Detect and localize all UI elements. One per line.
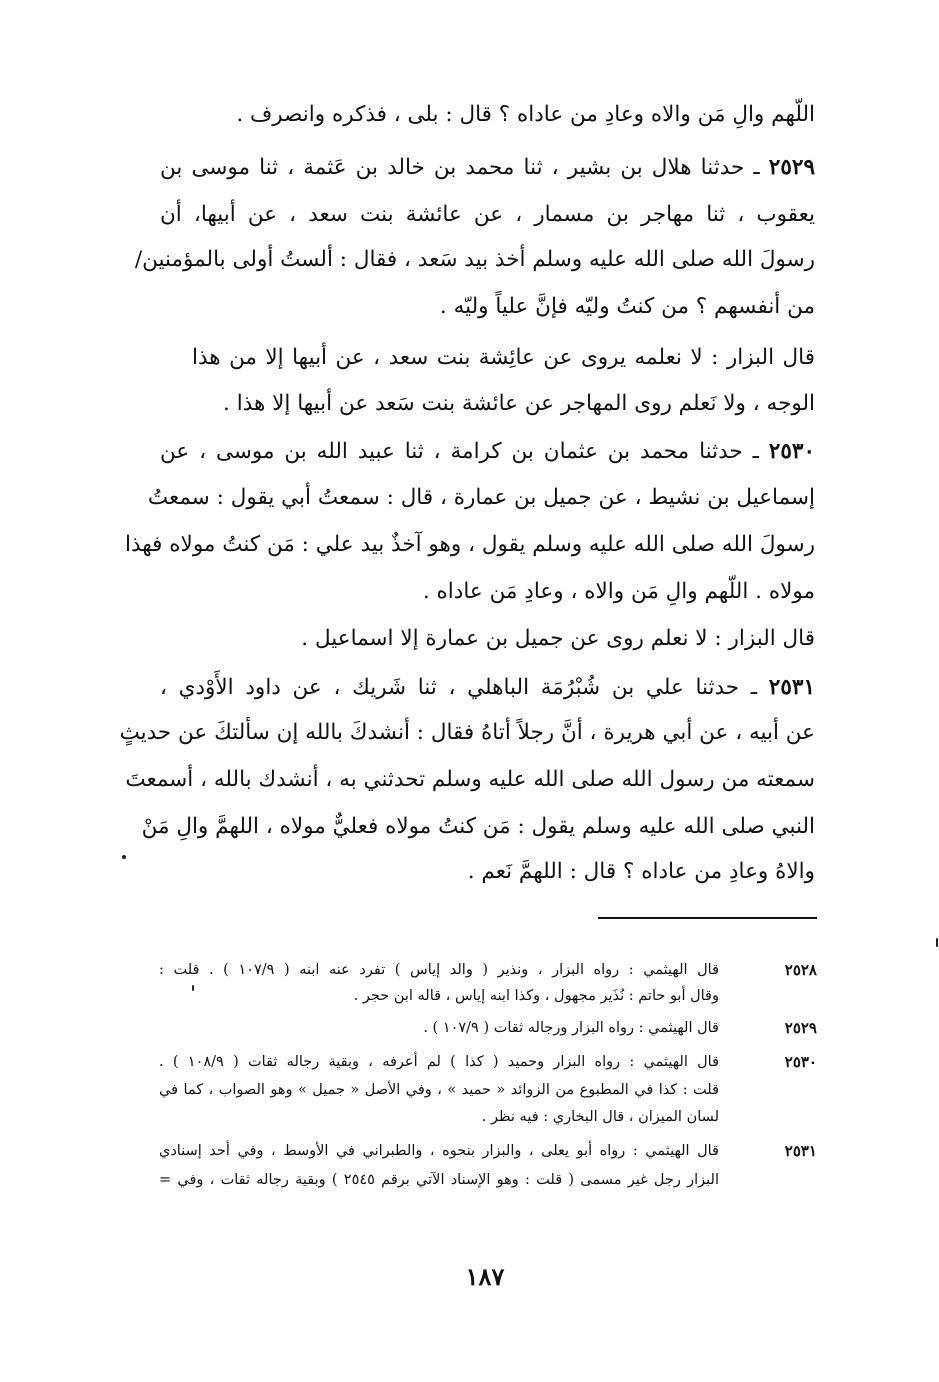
line-text: قال البزار : لا نعلمه يروى عن عائِشة بنت سعد ، عن أبيها إلا من هذا — [192, 345, 815, 370]
footnote-line: وقال أبو حاتم : نُذَير مجهول ، وكذا ابنه إياس ، قاله ابن حجر . — [353, 988, 719, 1004]
print-speck — [122, 855, 126, 859]
print-speck — [192, 985, 194, 991]
line-text: رسولَ الله صلى الله عليه وسلم يقول ، وهو آخذٌ بيد علي : مَن كنتُ مولاه فهذا — [125, 532, 815, 557]
footnote-line: قال الهيثمي : رواه البزار وحميد ( كذا ) لم أعرفه ، وبقية رجاله ثقات ( ١٠٨/٩ ) . — [159, 1054, 720, 1070]
text-line — [119, 718, 815, 748]
line-text: اللّهم والِ مَن والاه وعادِ من عاداه ؟ قال : بلى ، فذكره وانصرف . — [236, 102, 815, 127]
text-line — [160, 292, 815, 322]
text-line — [160, 577, 815, 607]
line-text: ـ حدثنا محمد بن عثمان بن كرامة ، ثنا عبيد الله بن موسى ، عن — [160, 439, 769, 464]
footnote-number: ٢٥٢٩ — [784, 1019, 817, 1037]
text-line — [134, 245, 815, 275]
hadith-number: ٢٥٢٩ — [768, 155, 815, 180]
footnote-separator — [598, 917, 817, 919]
text-line — [160, 437, 815, 467]
line-text: عن أبيه ، عن أبي هريرة ، أنَّ رجلاً أتاهُ فقال : أنشدكَ بالله إن سألتكَ عن حديثٍ — [119, 720, 815, 745]
line-text: ـ حدثنا علي بن شُبْرُمَة الباهلي ، ثنا شَريك ، عن داود الأَوْدي ، — [160, 675, 769, 700]
line-text: رسولَ الله صلى الله عليه وسلم أخذ بيد سَعد ، فقال : ألستُ أولى بالمؤمنين/ — [134, 247, 815, 272]
text-line — [160, 100, 815, 130]
text-line — [125, 530, 815, 560]
hadith-number: ٢٥٣١ — [768, 675, 815, 700]
footnote-line: قال الهيثمي : رواه أبو يعلى ، والبزار بنحوه ، والطبراني في الأوسط ، وفي أحد إسنادي — [159, 1143, 719, 1159]
line-text: الوجه ، ولا نَعلم روى المهاجر عن عائشة بنت سَعد عن أبيها إلا هذا . — [223, 391, 815, 416]
line-text: قال البزار : لا نعلم روى عن جميل بن عمارة إلا اسماعيل . — [301, 626, 815, 651]
text-line — [192, 343, 815, 373]
line-text: من أنفسهم ؟ من كنتُ وليّه فإنَّ علياً وليّه . — [439, 294, 815, 319]
text-line — [147, 483, 815, 513]
line-text: النبي صلى الله عليه وسلم يقول : مَن كنتُ مولاه فعليٌّ مولاه ، اللهمَّ والِ مَنْ — [141, 814, 815, 839]
footnote-line: قال الهيثمي : رواه البزار ورجاله ثقات ( ١٠٧/٩ ) . — [423, 1020, 719, 1036]
line-text: ـ حدثنا هلال بن بشير ، ثنا محمد بن خالد بن عَثمة ، ثنا موسى بن — [160, 155, 769, 180]
line-text: مولاه . اللّهم والِ مَن والاه ، وعادِ مَن عاداه . — [422, 579, 815, 604]
page-number: ١٨٧ — [465, 1262, 505, 1291]
footnote-line: قلت : كذا في المطبوع من الزوائد « حميد » ، وفي الأصل « جميل » وهو الصواب ، كما في — [159, 1082, 719, 1098]
footnote-number: ٢٥٣١ — [784, 1142, 817, 1160]
footnote-number: ٢٥٢٨ — [784, 961, 817, 979]
footnote-line: قال الهيثمي : رواه البزار ، ونذير ( والد إياس ) تفرد عنه ابنه ( ١٠٧/٩ ) . قلت : — [159, 962, 719, 978]
line-text: والاهُ وعادِ من عاداه ؟ قال : اللهمَّ نَعم . — [467, 859, 815, 884]
line-text: سمعته من رسول الله صلى الله عليه وسلم تحدثني به ، أنشدك بالله ، أسمعتَ — [125, 767, 815, 792]
text-line — [160, 673, 815, 703]
footnote-line: البزار رجل غير مسمى ( قلت : وهو الإسناد الآتي برقم ٢٥٤٥ ) وبقية رجاله ثقات ، وفي = — [159, 1172, 719, 1188]
text-line — [192, 624, 815, 654]
footnote-line: لسان الميزان ، قال البخاري : فيه نظر . — [481, 1109, 719, 1125]
footnote-number: ٢٥٣٠ — [784, 1053, 817, 1071]
hadith-number: ٢٥٣٠ — [768, 439, 815, 464]
print-speck — [936, 938, 938, 947]
line-text: يعقوب ، ثنا مهاجر بن مسمار ، عن عائشة بنت سعد ، عن أبيها، أن — [160, 202, 815, 227]
text-line — [160, 389, 815, 419]
text-line — [141, 812, 815, 842]
text-line — [160, 153, 815, 183]
text-line — [160, 857, 815, 887]
line-text: إسماعيل بن نشيط ، عن جميل بن عمارة ، قال : سمعتُ أبي يقول : سمعتُ — [147, 485, 815, 510]
text-line — [125, 765, 815, 795]
text-line — [160, 200, 815, 230]
